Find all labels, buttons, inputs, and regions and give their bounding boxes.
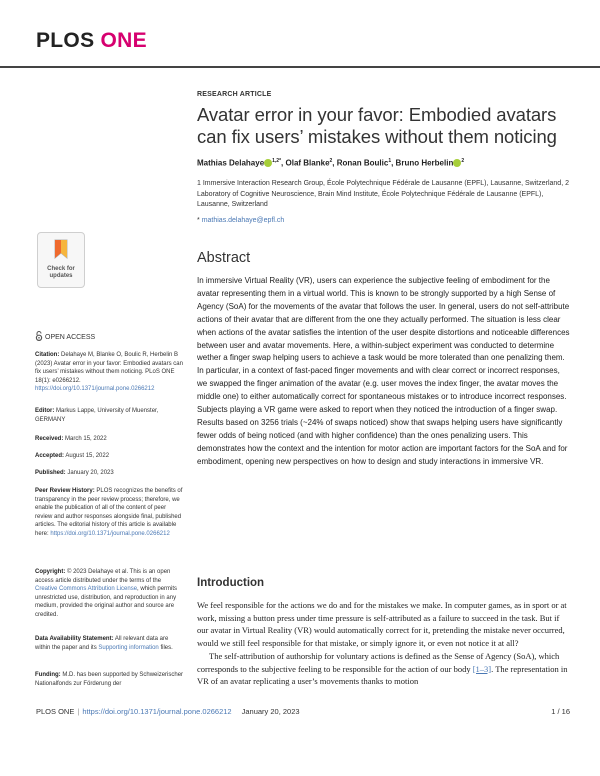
supporting-information-link[interactable]: Supporting information [98,644,159,651]
citation-label: Citation: [35,352,60,358]
data-availability-label: Data Availability Statement: [35,636,114,642]
author-list: Mathias Delahaye $^{1,2*}$, Olaf Blanke$^2$, Ronan Boulic$^1$, Bruno Herbelin $^2$ [197,158,465,168]
funding-label: Funding: [35,672,61,678]
abstract-text: In immersive Virtual Reality (VR), users can experience the subjective feeling of embodiment for the avatar representing them in a virtual world. This is known to be strongly supported by a high Sense of Agency (SoA) for the movements of the avatar that follows the user. In general, users do not self-attribute actions of their avatar that are different from the one they actually performed. The situation is less clear when actions of the avatar satisfies the intention of the user despite distortions and noticeable differences between user and avatar movements. Here, a within-subject experiment was conducted to determine wether a finger swap helping users to achieve a task would be more tolerated than one penalizing them. In particular, in a context of fast-paced finger movements and with clear correct or incorrect responses, we swapped the finger animation of the avatar (e.g. user moves the index finger, the avatar moves the middle one) to either automatically correct for spontaneous mistakes or to introduce incorrect responses. Subjects playing a VR game were asked to report when they noticed the introduction of a finger swap. Results based on 3256 trials (~24% of swaps noticed) show that swaps helping users have significantly fewer odds of being noticed (and with higher confidence) than the ones penalizing users. This demonstrates how the context and the intention for motor action are important factors for the SoA and for embodiment, opening new perspectives on how to design and study interactions in immersive VR. [197,276,570,466]
page-footer [36,707,570,716]
badge-line-2: updates [49,272,73,279]
email-link[interactable]: mathias.delahaye@epfl.ch [201,217,285,224]
copyright-text: © 2023 Delahaye et al. This is an open access article distributed under the terms of the [35,569,171,584]
intro-paragraph-2-text-2: . The representation in VR of an avatar replicating a user’s movements thanks to motion [197,663,568,687]
citation-reference-link[interactable]: [1–3] [472,663,492,674]
citation-text: Delahaye M, Blanke O, Boulic R, Herbelin B (2023) Avatar error in your favor: Embodied avatars can fix users’ mistakes without them noticing. PLoS ONE 18(1): e0266212. [35,352,183,384]
received-label: Received: [35,436,64,442]
header-divider [0,66,600,68]
author-affiliation-sup: 1,2 [272,158,280,164]
corresponding-email [197,217,570,224]
open-access-text: OPEN ACCESS [45,334,96,341]
peer-review-block [35,487,185,539]
accepted-label: Accepted: [35,453,65,459]
funding-block [35,671,185,688]
license-link[interactable]: Creative Commons Attribution License [35,586,138,593]
author-name[interactable]: Olaf Blanke [285,158,330,168]
author-affiliation-sup: 2 [461,158,465,164]
published-block [35,469,185,478]
accepted-block [35,452,185,461]
check-for-updates-badge[interactable] [37,232,85,288]
footer-separator: | [77,707,80,716]
footer-journal: PLOS ONE [36,707,75,716]
data-availability-block [35,635,185,652]
badge-line-1: Check for [47,266,75,272]
citation-block [35,351,185,394]
author-affiliation-sup: 2 [329,158,333,164]
introduction-body [197,599,570,688]
author-name[interactable]: Ronan Boulic [336,158,389,168]
intro-paragraph-2 [197,650,570,688]
introduction-heading: Introduction [197,577,265,589]
abstract-heading: Abstract [197,250,251,266]
logo-one: ONE [100,29,147,52]
intro-paragraph-1: We feel responsible for the actions we do and for the mistakes we make. In computer games, as in sport or at work, missing a button press under time pressure is self-attributed as a failure to succeed in the task. But if our avatar in Virtual Reality (VR) would automatically correct for it, pretending the mistake never occurred, would we still feel responsible for that mistake, or simply ignore it, or even not notice it at all? [197,600,567,649]
published-label: Published: [35,470,66,476]
author-name[interactable]: Bruno Herbelin [395,158,454,168]
open-access-label [35,331,185,343]
received-date: March 15, 2022 [65,436,107,442]
intro-paragraph-2-text: The self-attribution of authorship for voluntary actions is defined as the Sense of Agency (SoA), which corresponds to the subjective feeling to be responsible for the action of our body [197,650,560,674]
bookmark-icon [52,239,70,259]
data-availability-text-2: files. [160,644,173,651]
author-affiliation-sup: 1 [388,158,392,164]
copyright-block [35,568,185,620]
footer-doi-link[interactable]: https://doi.org/10.1371/journal.pone.0266212 [82,707,232,716]
copyright-text-2: , which permits unrestricted use, distribution, and reproduction in any medium, provided the original author and source are credited. [35,586,178,618]
corresponding-mark: * [279,158,282,164]
orcid-icon[interactable] [264,159,272,167]
accepted-date: August 15, 2022 [65,453,110,459]
citation-doi-link[interactable]: https://doi.org/10.1371/journal.pone.0266212 [35,386,155,393]
peer-review-text: PLOS recognizes the benefits of transparency in the peer review process; therefore, we enable the publication of all of the content of peer review and author responses alongside final, published articles. The editorial history of this article is available here: [35,488,183,537]
funding-text: M.D. has been supported by Schweizerischer Nationalfonds zur Förderung der [35,672,184,687]
editor-text: Markus Lappe, University of Muenster, GERMANY [35,408,159,423]
copyright-label: Copyright: [35,569,66,575]
author-name[interactable]: Mathias Delahaye [197,158,265,168]
open-lock-icon [35,331,43,341]
footer-date: January 20, 2023 [241,707,300,716]
page-number: 1 / 16 [551,707,570,716]
logo-plos: PLOS [36,29,95,52]
received-block [35,435,185,444]
data-availability-text: All relevant data are within the paper and its [35,636,169,651]
published-date: January 20, 2023 [67,470,114,476]
journal-logo[interactable] [36,29,147,53]
peer-review-label: Peer Review History: [35,488,95,494]
corresponding-mark: * [197,217,200,224]
editor-label: Editor: [35,408,55,414]
peer-review-doi-link[interactable]: https://doi.org/10.1371/journal.pone.0266212 [50,530,170,537]
affiliations: 1 Immersive Interaction Research Group, École Polytechnique Fédérale de Lausanne (EPFL), Lausanne, Switzerland, 2 Laboratory of Cognitive Neuroscience, Brain Mind Institute, École Polytechnique Fédérale de Lausanne (EPFL), Lausanne, Switzerland [197,180,569,208]
editor-block [35,407,185,424]
article-title: Avatar error in your favor: Embodied avatars can fix users’ mistakes without them noticing [197,104,557,147]
article-type: RESEARCH ARTICLE [197,91,272,98]
